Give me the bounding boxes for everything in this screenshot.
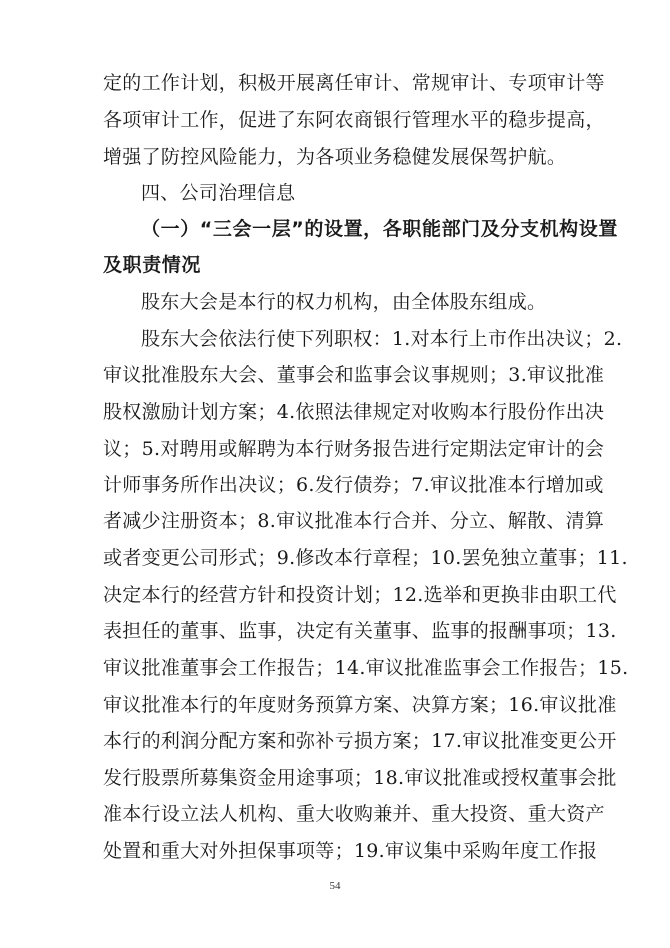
paragraph-shareholders: 股东大会是本行的权力机构，由全体股东组成。 [141, 291, 547, 313]
paragraph-powers-line-2: 审议批准股东大会、董事会和监事会议事规则；3.审议批准 [103, 364, 605, 386]
subsection-heading-line-1: （一）“三会一层”的设置，各职能部门及分支机构设置 [141, 218, 618, 240]
section-heading: 四、公司治理信息 [141, 182, 296, 204]
paragraph-powers-line-11: 审议批准本行的年度财务预算方案、决算方案；16.审议批准 [103, 694, 617, 716]
paragraph-powers-line-1: 股东大会依法行使下列职权：1.对本行上市作出决议；2. [141, 328, 623, 350]
paragraph-powers-line-5: 计师事务所作出决议；6.发行债券；7.审议批准本行增加或 [103, 474, 604, 496]
paragraph-powers-line-15: 处置和重大对外担保事项等；19.审议集中采购年度工作报 [103, 840, 598, 862]
paragraph-powers-line-8: 决定本行的经营方针和投资计划；12.选举和更换非由职工代 [103, 584, 617, 606]
paragraph-powers-line-9: 表担任的董事、监事，决定有关董事、监事的报酬事项；13. [103, 620, 617, 642]
paragraph-powers-line-12: 本行的利润分配方案和弥补亏损方案；17.审议批准变更公开 [103, 730, 617, 752]
page-number: 54 [329, 880, 341, 892]
paragraph-powers-line-4: 议；5.对聘用或解聘为本行财务报告进行定期法定审计的会 [103, 438, 605, 460]
paragraph-powers-line-13: 发行股票所募集资金用途事项；18.审议批准或授权董事会批 [103, 767, 617, 789]
paragraph-powers-line-6: 者减少注册资本；8.审议批准本行合并、分立、解散、清算 [103, 510, 605, 532]
paragraph-powers-line-14: 准本行设立法人机构、重大收购兼并、重大投资、重大资产 [103, 803, 605, 825]
paragraph-powers-line-10: 审议批准董事会工作报告；14.审议批准监事会工作报告；15. [103, 657, 629, 679]
paragraph-intro-line-1: 定的工作计划，积极开展离任审计、常规审计、专项审计等 [103, 72, 605, 94]
paragraph-powers-line-3: 股权激励计划方案；4.依照法律规定对收购本行股份作出决 [103, 401, 605, 423]
paragraph-intro-line-2: 各项审计工作，促进了东阿农商银行管理水平的稳步提高， [103, 109, 605, 131]
subsection-heading-line-2: 及职责情况 [103, 254, 202, 276]
paragraph-powers-line-7: 或者变更公司形式；9.修改本行章程；10.罢免独立董事；11. [103, 547, 628, 569]
paragraph-intro-line-3: 增强了防控风险能力，为各项业务稳健发展保驾护航。 [103, 146, 567, 168]
